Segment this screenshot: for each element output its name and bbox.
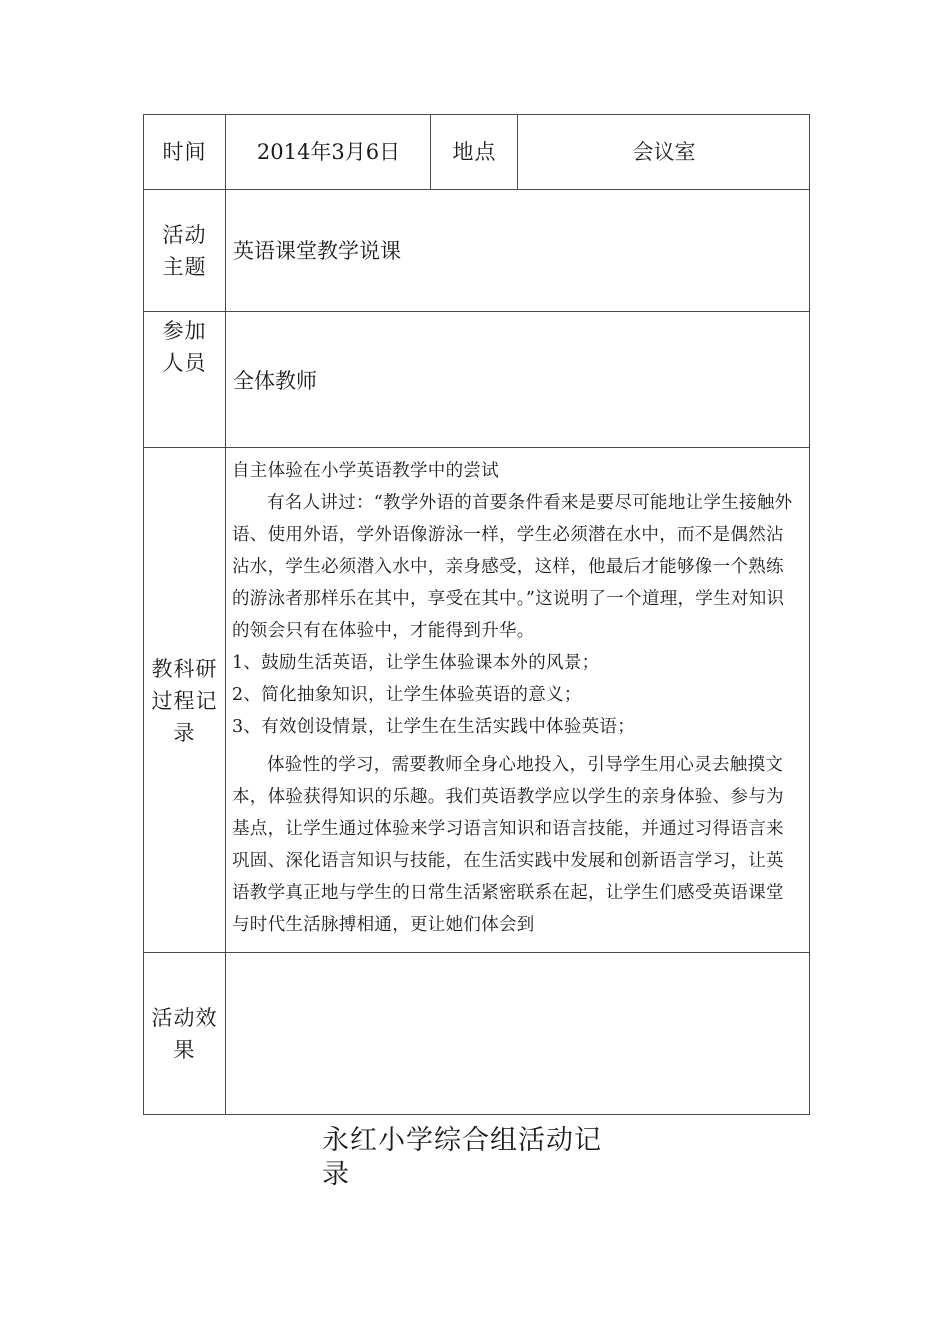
- record-heading: 自主体验在小学英语教学中的尝试: [232, 461, 499, 481]
- record-label: 教科研过程记录: [151, 656, 218, 745]
- theme-value: 英语课堂教学说课: [233, 239, 401, 263]
- record-paragraph: 有名人讲过：“教学外语的首要条件看来是要尽可能地让学生接触外语、使用外语，学外语像游泳一样，学生必须潜在水中，而不是偶然沾沾水，学生必须潜入水中，亲身感受，这样，他最后才能够像一个熟练的游泳者那样乐在其中，享受在其中。”这说明了一个道理，学生对知识的领会只有在体验中，才能得到升华。: [232, 493, 793, 641]
- table-border-bottom: [143, 1114, 810, 1115]
- table-row-divider: [143, 447, 810, 448]
- table-row-divider: [143, 311, 810, 312]
- table-row-divider: [143, 952, 810, 953]
- participants-label: 参加人员: [162, 319, 207, 375]
- record-list-item: 3、有效创设情景，让学生在生活实践中体验英语；: [232, 717, 636, 737]
- table-border-right: [809, 114, 810, 1115]
- theme-label: 活动主题: [162, 223, 207, 279]
- record-paragraph: 体验性的学习，需要教师全身心地投入，引导学生用心灵去触摸文本，体验获得知识的乐趣。我们英语教学应以学生的亲身体验、参与为基点，让学生通过体验来学习语言知识和语言技能，并通过习得语言来巩固、深化语言知识与技能，在生活实践中发展和创新语言学习，让英语教学真正地与学生的日常生活紧密联系在起，让学生们感受英语课堂与时代生活脉搏相通，更让她们体会到: [232, 755, 784, 935]
- participants-value: 全体教师: [233, 369, 317, 393]
- record-list-item: 1、鼓励生活英语，让学生体验课本外的风景；: [232, 653, 600, 673]
- record-content: [232, 455, 798, 952]
- place-label: 地点: [452, 140, 497, 164]
- time-label: 时间: [162, 140, 207, 164]
- record-list-item: 2、简化抽象知识，让学生体验英语的意义；: [232, 685, 582, 705]
- effect-label: 活动效果: [151, 1005, 218, 1062]
- document-title: 永红小学综合组活动记录: [322, 1125, 602, 1190]
- time-value: 2014年3月6日: [256, 140, 401, 164]
- place-value: 会议室: [632, 140, 696, 164]
